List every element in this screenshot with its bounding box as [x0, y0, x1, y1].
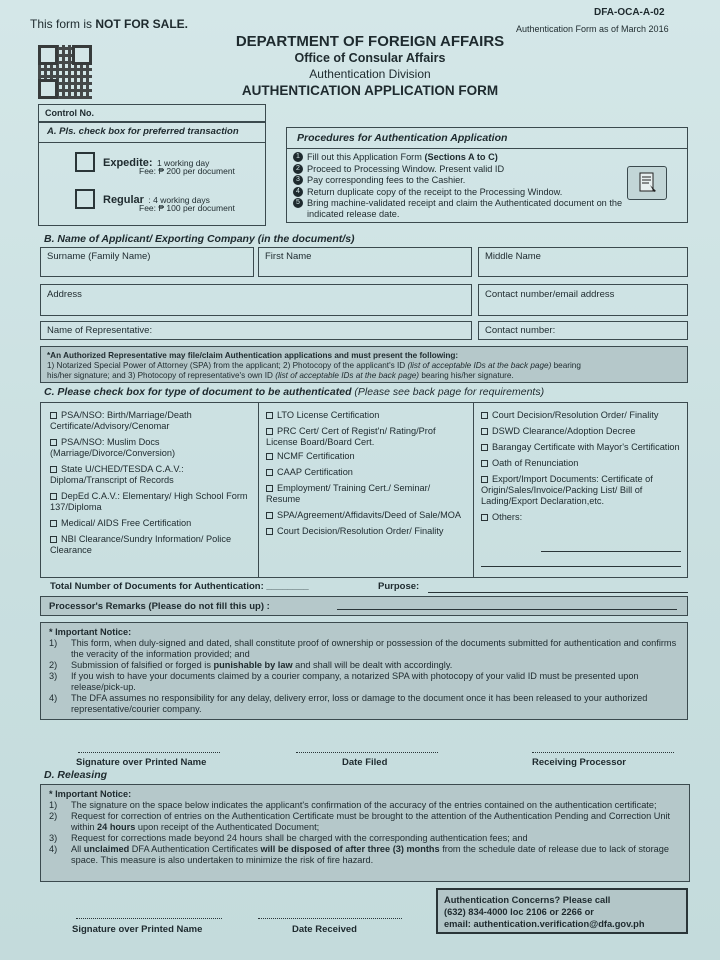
- doc-type-option[interactable]: [481, 426, 681, 437]
- checkbox[interactable]: [481, 412, 488, 419]
- section-a: [38, 122, 266, 226]
- doc-type-option[interactable]: [266, 510, 466, 521]
- doc-types-col3: [481, 410, 681, 528]
- doc-types-col1: [50, 410, 250, 561]
- doc-type-label: PRC Cert/ Cert of Regist'n/ Rating/Prof License Board/Board Cert.: [266, 426, 436, 447]
- procedure-step: [293, 152, 623, 163]
- doc-type-label: DepEd C.A.V.: Elementary/ High School Form 137/Diploma: [50, 491, 248, 512]
- step-number-icon: 3: [293, 175, 303, 185]
- doc-type-label: Court Decision/Resolution Order/ Finality: [277, 526, 444, 536]
- notice1-title: * Important Notice:: [49, 627, 132, 637]
- rep-note-title: *An Authorized Representative may file/claim Authentication applications and must present the following:: [47, 351, 459, 360]
- concerns-email[interactable]: email: authentication.verification@dfa.gov.ph: [444, 919, 645, 929]
- form-version: Authentication Form as of March 2016: [516, 24, 669, 34]
- release-signature-line[interactable]: [76, 918, 222, 919]
- doc-type-option[interactable]: [266, 426, 466, 448]
- procedures-title: Procedures for Authentication Application: [287, 128, 687, 149]
- doc-type-label: Barangay Certificate with Mayor's Certification: [492, 442, 680, 452]
- concerns-line1: Authentication Concerns? Please call: [444, 895, 611, 905]
- step-text: Return duplicate copy of the receipt to the Processing Window.: [307, 186, 563, 197]
- section-c-title: C. Please check box for type of document to be authenticated (Please see back page for requirements): [44, 386, 545, 398]
- contact-email-field[interactable]: [478, 284, 688, 316]
- doc-type-option[interactable]: [266, 483, 466, 505]
- representative-field[interactable]: [40, 321, 472, 340]
- doc-type-option[interactable]: [266, 410, 466, 421]
- date-filed-line[interactable]: [296, 752, 438, 753]
- address-label: Address: [47, 289, 82, 300]
- contact-number-field[interactable]: [478, 321, 688, 340]
- procedures-box: [286, 127, 688, 223]
- doc-type-option[interactable]: [481, 442, 681, 453]
- control-no-label: Control No.: [45, 108, 94, 118]
- notice-item: 4) All unclaimed DFA Authentication Certificates will be disposed of after three (3) months from the schedule date of release due to lack of storage space. This measure is also undertaken to minimize the risk of fire hazard.: [49, 844, 669, 865]
- procedure-step: [293, 187, 623, 198]
- release-signature-label: Signature over Printed Name: [72, 924, 203, 935]
- step-number-icon: 4: [293, 187, 303, 197]
- section-d-title: D. Releasing: [44, 769, 108, 781]
- checkbox[interactable]: [266, 485, 273, 492]
- doc-type-option[interactable]: [50, 518, 250, 529]
- checkbox[interactable]: [266, 469, 273, 476]
- important-notice-2: [40, 784, 690, 882]
- representative-label: Name of Representative:: [47, 325, 153, 336]
- expedite-checkbox[interactable]: [75, 152, 95, 172]
- date-received-label: Date Received: [292, 924, 357, 935]
- checkbox[interactable]: [50, 536, 57, 543]
- expedite-option: Expedite: 1 working day: [103, 157, 210, 169]
- doc-type-label: DSWD Clearance/Adoption Decree: [492, 426, 636, 436]
- surname-label: Surname (Family Name): [47, 251, 151, 262]
- processor-remarks-label: Processor's Remarks (Please do not fill this up) :: [49, 601, 270, 612]
- form-title: AUTHENTICATION APPLICATION FORM: [241, 83, 499, 98]
- checkbox[interactable]: [266, 453, 273, 460]
- division-title: Authentication Division: [309, 67, 431, 81]
- notice-item: 3) If you wish to have your documents claimed by a courier company, a notarized SPA with photocopy of your valid ID must be presented upon release/pick-up.: [49, 671, 639, 692]
- notice-item: 1) The signature on the space below indicates the applicant's confirmation of the accuracy of the entries contained on the authentication certificate;: [49, 800, 657, 810]
- checkbox[interactable]: [481, 514, 488, 521]
- checkbox[interactable]: [50, 412, 57, 419]
- checkbox[interactable]: [50, 520, 57, 527]
- receiving-processor-label: Receiving Processor: [532, 757, 626, 768]
- total-docs-field[interactable]: Total Number of Documents for Authentication: ________: [50, 581, 309, 592]
- control-no-field[interactable]: [38, 104, 266, 122]
- expedite-fee: Fee: ₱ 200 per document: [139, 166, 235, 176]
- contact-email-label: Contact number/email address: [485, 289, 615, 300]
- doc-type-label: PSA/NSO: Birth/Marriage/Death Certificate/Advisory/Cenomar: [50, 410, 192, 431]
- doc-type-label: SPA/Agreement/Affidavits/Deed of Sale/MOA: [277, 510, 462, 520]
- form-code: DFA-OCA-A-02: [594, 7, 665, 18]
- checkbox[interactable]: [481, 460, 488, 467]
- important-notice-1: [40, 622, 688, 720]
- doc-type-label: State U/CHED/TESDA C.A.V.: Diploma/Transcript of Records: [50, 464, 184, 485]
- notice2-title: * Important Notice:: [49, 789, 132, 799]
- step-text: Pay corresponding fees to the Cashier.: [307, 175, 466, 185]
- concerns-line2: (632) 834-4000 loc 2106 or 2266 or: [444, 907, 594, 917]
- doc-type-option[interactable]: [481, 474, 681, 507]
- doc-type-option[interactable]: [50, 437, 250, 459]
- doc-type-label: NBI Clearance/Sundry Information/ Police Clearance: [50, 534, 232, 555]
- doc-type-option[interactable]: [481, 512, 681, 523]
- checkbox[interactable]: [50, 493, 57, 500]
- doc-type-label: Oath of Renunciation: [492, 458, 579, 468]
- office-title: Office of Consular Affairs: [294, 51, 446, 65]
- checkbox[interactable]: [266, 512, 273, 519]
- checkbox[interactable]: [50, 466, 57, 473]
- doc-type-label: Export/Import Documents: Certificate of Origin/Sales/Invoice/Packing List/ Bill of Lading/Export Declaration,etc.: [481, 474, 653, 506]
- checkbox[interactable]: [481, 476, 488, 483]
- step-number-icon: 2: [293, 164, 303, 174]
- doc-type-label: CAAP Certification: [277, 467, 353, 477]
- notice-item: 2) Request for correction of entries on the Authentication Certificate must be brought to the attention of the Authentication Pending and Correction Unit within 24 hours upon receipt of the Authenticated Document;: [49, 811, 671, 832]
- checkbox[interactable]: [50, 439, 57, 446]
- step-text: Bring machine-validated receipt and claim the Authenticated document on the indicated release date.: [307, 198, 623, 219]
- section-a-title: A. Pls. check box for preferred transaction: [39, 123, 265, 143]
- form-document-icon: [627, 166, 667, 200]
- purpose-label: Purpose:: [378, 581, 420, 592]
- signature-line[interactable]: [78, 752, 220, 753]
- surname-field[interactable]: [40, 247, 254, 277]
- date-received-line[interactable]: [258, 918, 402, 919]
- checkbox[interactable]: [266, 528, 273, 535]
- not-for-sale-notice: This form is NOT FOR SALE.: [30, 17, 189, 31]
- procedure-step: [293, 175, 623, 186]
- others-line[interactable]: [541, 551, 681, 552]
- checkbox[interactable]: [481, 428, 488, 435]
- regular-checkbox[interactable]: [75, 189, 95, 209]
- doc-type-option[interactable]: [50, 534, 250, 556]
- step-number-icon: 1: [293, 152, 303, 162]
- first-name-field[interactable]: [258, 247, 472, 277]
- doc-type-option[interactable]: [50, 464, 250, 486]
- step-number-icon: 5: [293, 198, 303, 208]
- doc-type-label: Others:: [492, 512, 523, 522]
- notice-item: 1) This form, when duly-signed and dated, shall constitute proof of ownership or possession of the documents submitted for authentication and confirms the veracity of the information provided; and: [49, 638, 677, 659]
- contact-number-label: Contact number:: [485, 325, 556, 336]
- others-line-2[interactable]: [481, 566, 681, 567]
- doc-type-option[interactable]: [481, 410, 681, 421]
- doc-type-option[interactable]: [481, 458, 681, 469]
- doc-type-label: NCMF Certification: [277, 451, 355, 461]
- notice-item: 2) Submission of falsified or forged is punishable by law and shall will be dealt with accordingly.: [49, 660, 453, 670]
- rep-note-line2: his/her signature; and 3) Photocopy of representative's own ID (list of acceptable IDs at the back page) bearing his/her signature.: [47, 371, 514, 380]
- document-types-box: [40, 402, 688, 578]
- dept-title: DEPARTMENT OF FOREIGN AFFAIRS: [235, 33, 505, 50]
- doc-type-option[interactable]: [50, 410, 250, 432]
- regular-option: Regular : 4 working days: [103, 194, 210, 206]
- doc-type-option[interactable]: [266, 526, 466, 537]
- procedures-list: [293, 152, 623, 220]
- rep-note-line1: 1) Notarized Special Power of Attorney (SPA) from the applicant; 2) Photocopy of the applicant's ID (list of acceptable IDs at the back page) bearing: [47, 361, 581, 370]
- purpose-field[interactable]: [428, 592, 688, 593]
- receiving-processor-line[interactable]: [532, 752, 674, 753]
- checkbox[interactable]: [481, 444, 488, 451]
- notice-item: 3) Request for corrections made beyond 24 hours shall be charged with the corresponding authentication fees; and: [49, 833, 528, 843]
- doc-type-option[interactable]: [50, 491, 250, 513]
- procedure-step: [293, 164, 623, 175]
- doc-type-option[interactable]: [266, 467, 466, 478]
- processor-remarks: [40, 596, 688, 616]
- signature-label: Signature over Printed Name: [76, 757, 207, 768]
- authentication-concerns-box: [436, 888, 688, 934]
- doc-type-label: PSA/NSO: Muslim Docs (Marriage/Divorce/Conversion): [50, 437, 176, 458]
- doc-type-label: Court Decision/Resolution Order/ Finality: [492, 410, 659, 420]
- regular-fee: Fee: ₱ 100 per document: [139, 203, 235, 213]
- representative-note: [40, 346, 688, 383]
- middle-name-field[interactable]: [478, 247, 688, 277]
- procedure-step: [293, 198, 623, 219]
- doc-type-label: Medical/ AIDS Free Certification: [61, 518, 192, 528]
- date-filed-label: Date Filed: [342, 757, 388, 768]
- doc-types-col2: [266, 410, 466, 542]
- checkbox[interactable]: [266, 412, 273, 419]
- first-name-label: First Name: [265, 251, 312, 262]
- address-field[interactable]: [40, 284, 472, 316]
- middle-name-label: Middle Name: [485, 251, 541, 262]
- step-text: Proceed to Processing Window. Present valid ID: [307, 163, 505, 174]
- notice-item: 4) The DFA assumes no responsibility for any delay, delivery error, loss or damage to the document once it has been released to your authorized representative/courier company.: [49, 693, 648, 714]
- doc-type-label: Employment/ Training Cert./ Seminar/ Resume: [266, 483, 431, 504]
- section-b-title: B. Name of Applicant/ Exporting Company (in the document/s): [44, 233, 355, 245]
- checkbox[interactable]: [266, 428, 273, 435]
- doc-type-option[interactable]: [266, 451, 466, 462]
- step-text: Fill out this Application Form (Sections A to C): [307, 152, 498, 162]
- doc-type-label: LTO License Certification: [277, 410, 380, 420]
